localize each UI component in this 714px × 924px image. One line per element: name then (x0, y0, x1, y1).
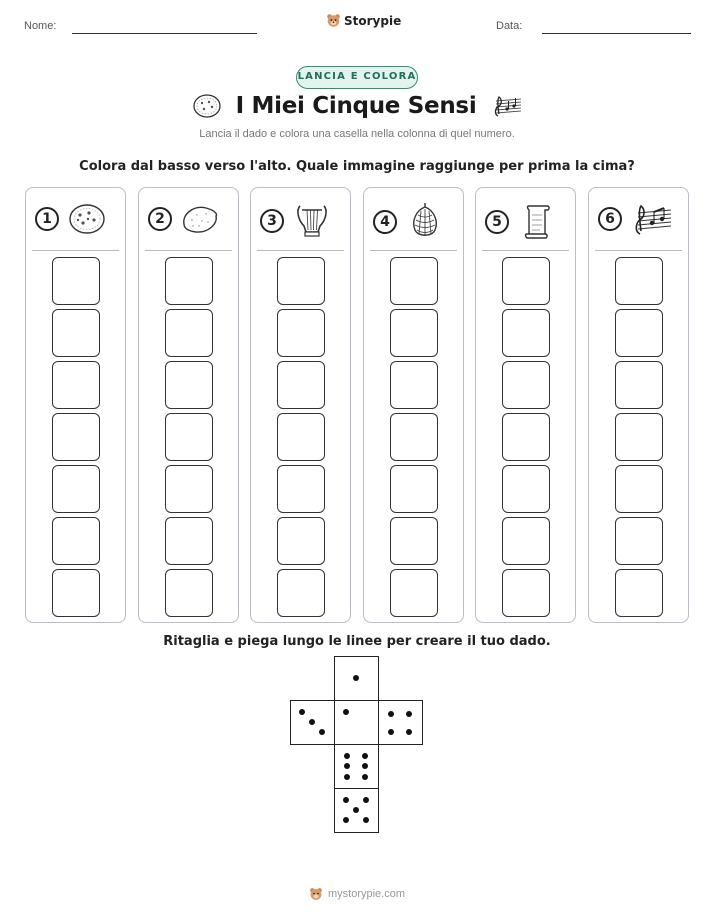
lyre-icon (292, 202, 332, 240)
column-4 (363, 187, 464, 623)
color-box[interactable] (502, 309, 550, 357)
cookie-icon (67, 202, 107, 236)
column-divider (595, 250, 682, 251)
column-number: 6 (598, 207, 622, 231)
pip (388, 711, 394, 717)
color-box[interactable] (277, 361, 325, 409)
column-number: 2 (148, 207, 172, 231)
music-notes-icon (490, 94, 522, 118)
color-box[interactable] (277, 517, 325, 565)
color-box[interactable] (277, 309, 325, 357)
color-box[interactable] (390, 517, 438, 565)
color-box[interactable] (165, 257, 213, 305)
color-box[interactable] (52, 517, 100, 565)
column-number: 1 (35, 207, 59, 231)
color-box[interactable] (165, 413, 213, 461)
color-box[interactable] (165, 465, 213, 513)
pip (406, 729, 412, 735)
footer (0, 887, 714, 901)
color-box[interactable] (52, 465, 100, 513)
page-title: I Miei Cinque Sensi (235, 93, 477, 119)
die-face-5 (334, 788, 379, 833)
pip (353, 807, 359, 813)
color-box[interactable] (52, 413, 100, 461)
column-number: 4 (373, 210, 397, 234)
pip (344, 753, 350, 759)
color-box[interactable] (615, 413, 663, 461)
color-box[interactable] (615, 309, 663, 357)
column-6 (588, 187, 689, 623)
color-box[interactable] (390, 413, 438, 461)
brand-name: Storypie (344, 13, 402, 28)
pip (343, 817, 349, 823)
pip (344, 763, 350, 769)
die-face-6 (334, 744, 379, 789)
pip (406, 711, 412, 717)
color-box[interactable] (52, 569, 100, 617)
color-box[interactable] (165, 309, 213, 357)
column-divider (32, 250, 119, 251)
column-divider (370, 250, 457, 251)
cookie-icon (192, 93, 222, 119)
column-divider (257, 250, 344, 251)
die-face-1 (334, 656, 379, 701)
cut-instruction: Ritaglia e piega lungo le linee per creare il tuo dado. (163, 634, 551, 649)
die-face-4 (378, 700, 423, 745)
color-box[interactable] (615, 361, 663, 409)
color-box[interactable] (390, 361, 438, 409)
pip (388, 729, 394, 735)
color-box[interactable] (502, 257, 550, 305)
column-3 (250, 187, 351, 623)
color-box[interactable] (390, 309, 438, 357)
pip (343, 797, 349, 803)
color-box[interactable] (52, 361, 100, 409)
instruction: Colora dal basso verso l'alto. Quale immagine raggiunge per prima la cima? (79, 159, 635, 174)
color-box[interactable] (52, 257, 100, 305)
column-divider (482, 250, 569, 251)
scroll-icon (517, 202, 557, 242)
pip (363, 797, 369, 803)
pip (362, 763, 368, 769)
column-2 (138, 187, 239, 623)
date-line (542, 33, 691, 34)
color-box[interactable] (390, 465, 438, 513)
lemon-icon (180, 202, 220, 236)
color-box[interactable] (502, 361, 550, 409)
subtitle: Lancia il dado e colora una casella nella colonna di quel numero. (199, 128, 515, 140)
color-box[interactable] (502, 517, 550, 565)
pip (363, 817, 369, 823)
music-notes-icon (630, 202, 672, 236)
color-box[interactable] (165, 517, 213, 565)
color-box[interactable] (502, 413, 550, 461)
pip (319, 729, 325, 735)
title-row (0, 93, 714, 119)
name-line (72, 33, 257, 34)
column-number: 5 (485, 210, 509, 234)
pip (344, 774, 350, 780)
footer-url[interactable]: mystorypie.com (327, 888, 406, 900)
color-box[interactable] (615, 569, 663, 617)
name-label: Nome: (24, 20, 57, 32)
pip (309, 719, 315, 725)
column-5 (475, 187, 576, 623)
color-box[interactable] (52, 309, 100, 357)
color-box[interactable] (502, 465, 550, 513)
pip (299, 709, 305, 715)
pip (343, 709, 349, 715)
column-number: 3 (260, 209, 284, 233)
color-box[interactable] (502, 569, 550, 617)
column-divider (145, 250, 232, 251)
bear-icon (309, 887, 323, 901)
date-label: Data: (496, 20, 523, 32)
activity-badge: LANCIA E COLORA (296, 66, 418, 89)
pinecone-icon (405, 202, 445, 242)
color-box[interactable] (615, 517, 663, 565)
color-box[interactable] (277, 413, 325, 461)
color-box[interactable] (615, 257, 663, 305)
die-face-1 (334, 700, 379, 745)
column-1 (25, 187, 126, 623)
pip (353, 675, 359, 681)
color-box[interactable] (277, 257, 325, 305)
color-box[interactable] (165, 361, 213, 409)
color-box[interactable] (615, 465, 663, 513)
bear-icon (326, 13, 341, 28)
pip (362, 774, 368, 780)
color-box[interactable] (165, 569, 213, 617)
color-box[interactable] (390, 257, 438, 305)
die-face-3 (290, 700, 335, 745)
brand-logo (326, 13, 401, 28)
color-box[interactable] (277, 465, 325, 513)
color-box[interactable] (390, 569, 438, 617)
pip (362, 753, 368, 759)
color-box[interactable] (277, 569, 325, 617)
